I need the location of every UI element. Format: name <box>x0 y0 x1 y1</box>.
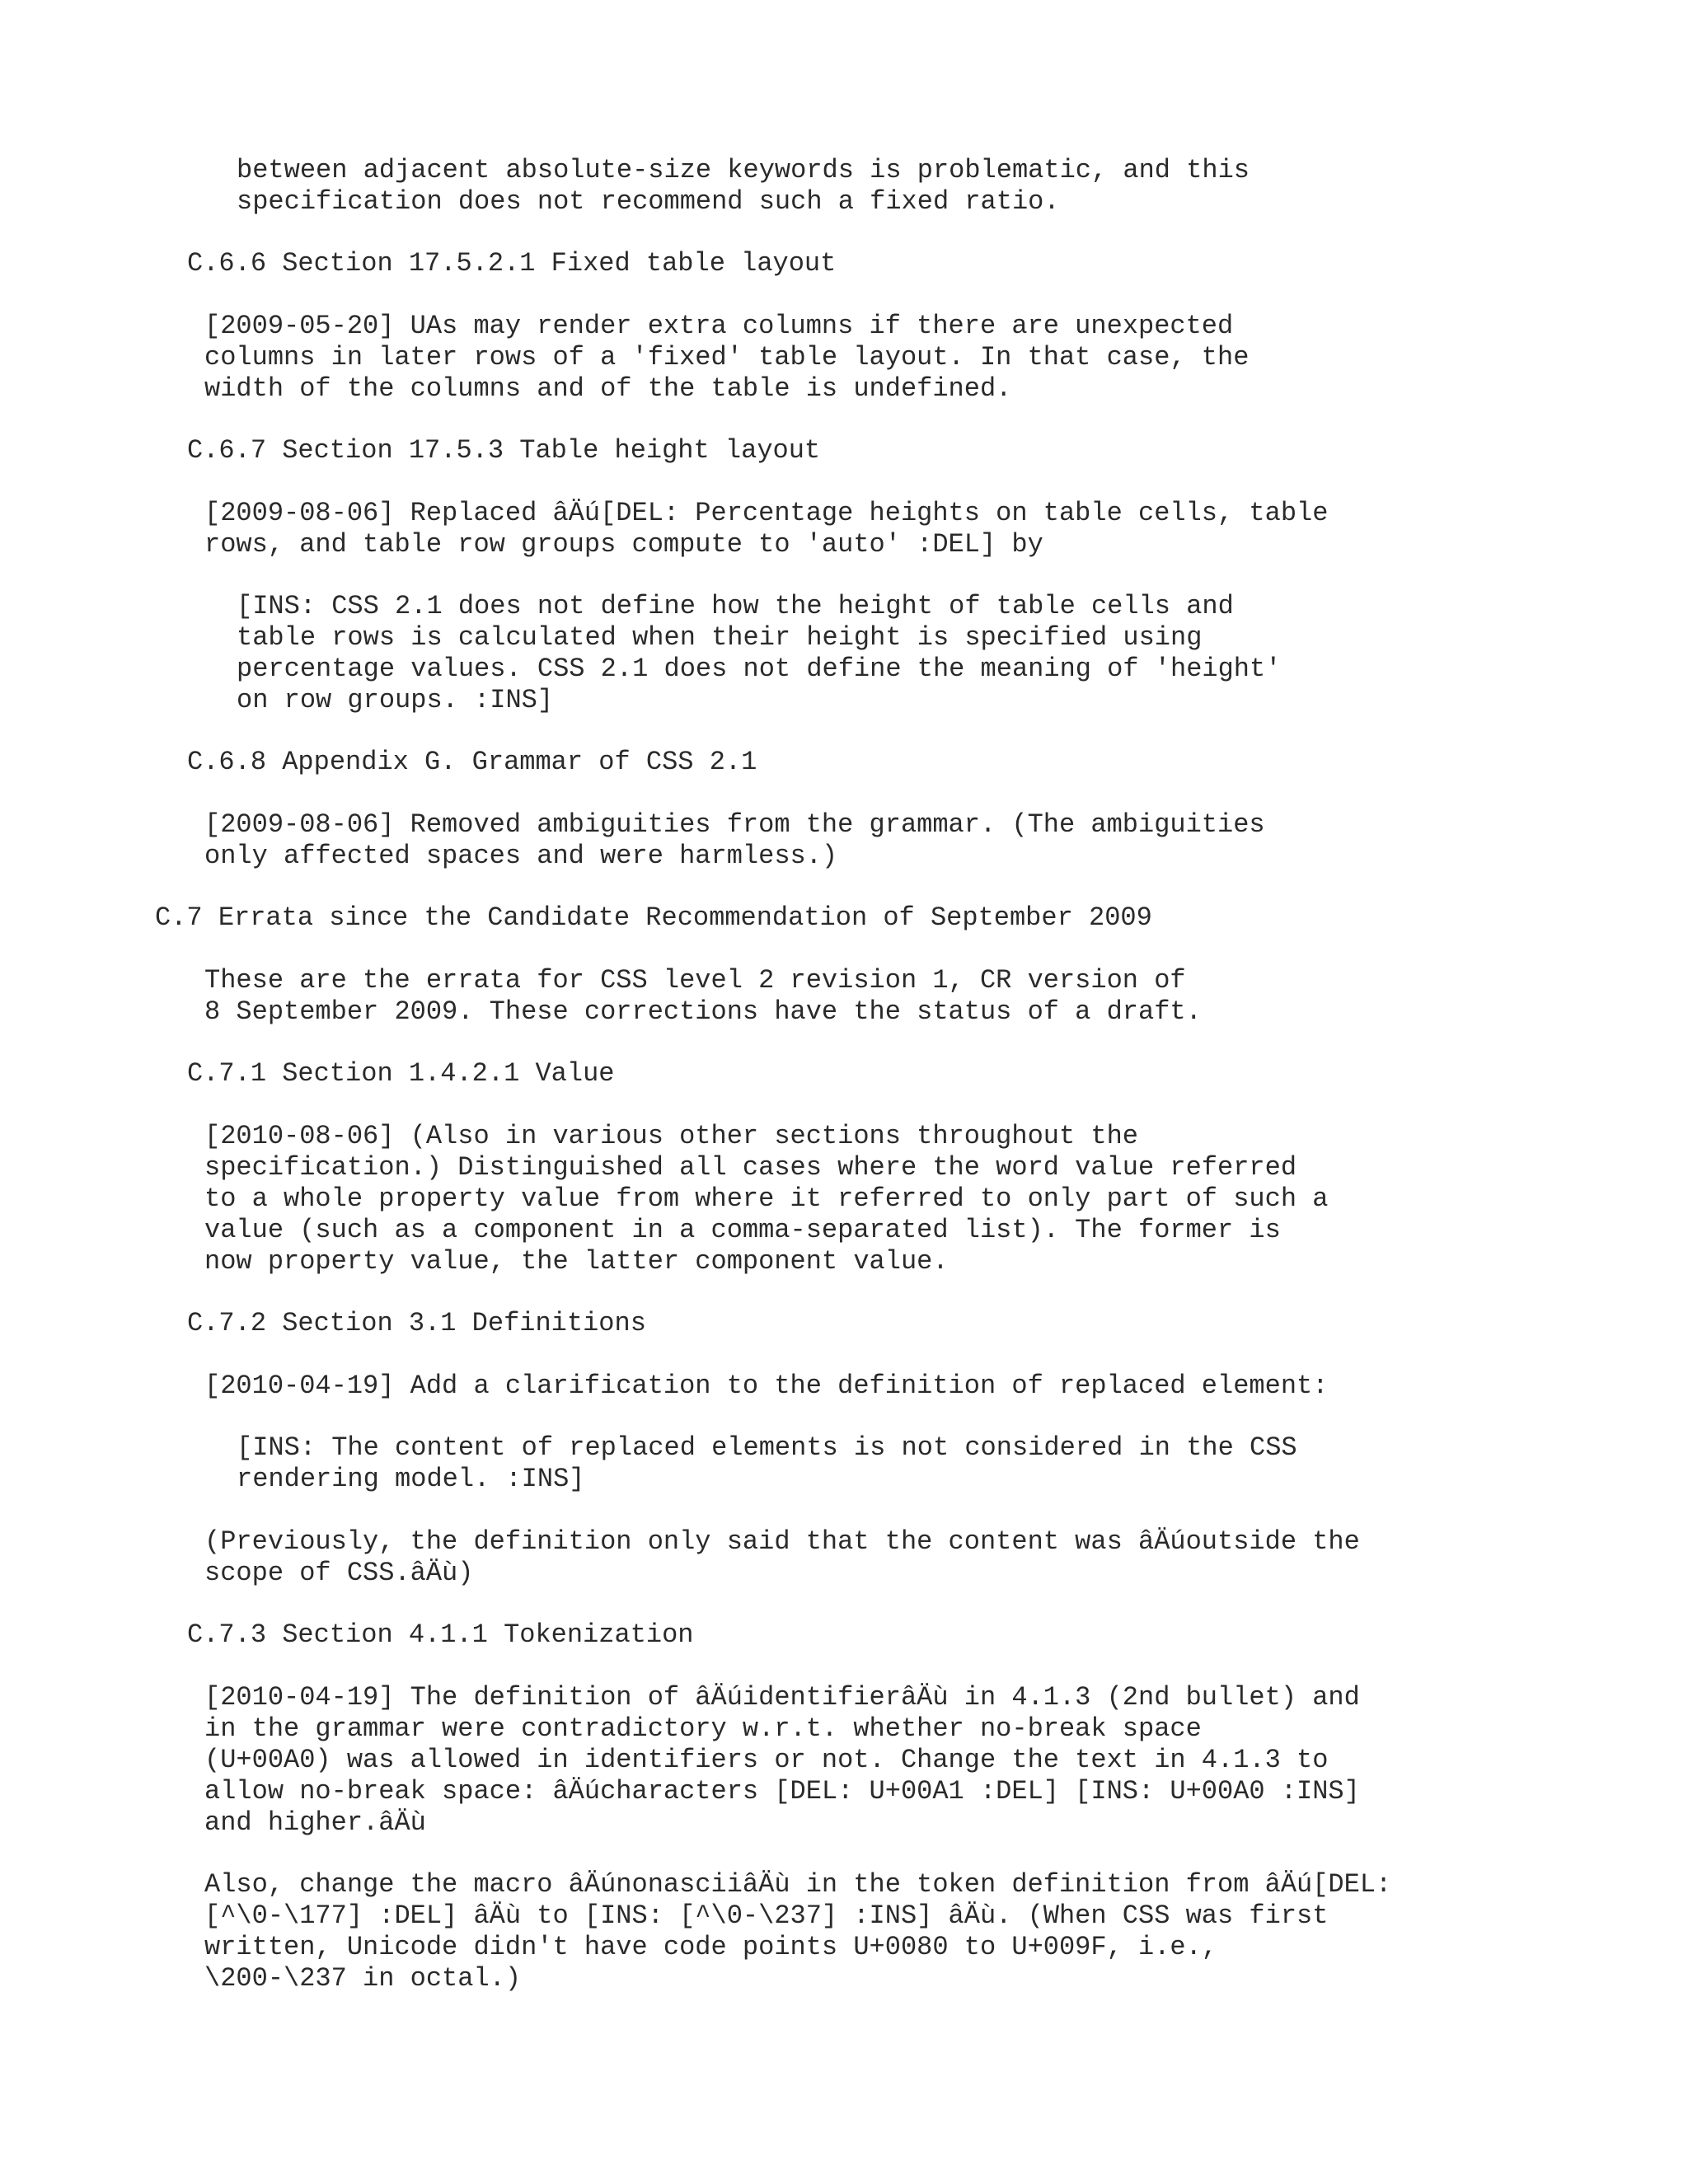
paragraph-line: (U+00A0) was allowed in identifiers or not. Change the text in 4.1.3 to <box>204 1745 1329 1775</box>
paragraph-line: to a whole property value from where it referred to only part of such a <box>204 1183 1329 1214</box>
inserted-text-line: table rows is calculated when their height is specified using <box>237 622 1203 653</box>
paragraph-line: [2010-04-19] The definition of âÄúidentifierâÄù in 4.1.3 (2nd bullet) and <box>204 1682 1360 1713</box>
paragraph-line: [2010-04-19] Add a clarification to the definition of replaced element: <box>204 1371 1329 1401</box>
paragraph-line: [2009-05-20] UAs may render extra columns if there are unexpected <box>204 311 1234 341</box>
chapter-heading: C.7 Errata since the Candidate Recommendation of September 2009 <box>155 902 1152 933</box>
inserted-text-line: rendering model. :INS] <box>237 1464 585 1494</box>
inserted-text-line: [INS: CSS 2.1 does not define how the height of table cells and <box>237 591 1234 621</box>
paragraph-line: width of the columns and of the table is undefined. <box>204 373 1012 404</box>
paragraph-line: [2010-08-06] (Also in various other sections throughout the <box>204 1121 1138 1151</box>
section-heading: C.7.3 Section 4.1.1 Tokenization <box>187 1619 694 1650</box>
section-heading: C.6.8 Appendix G. Grammar of CSS 2.1 <box>187 747 757 777</box>
paragraph-line: These are the errata for CSS level 2 revision 1, CR version of <box>204 965 1186 996</box>
paragraph-line: allow no-break space: âÄúcharacters [DEL: U+00A1 :DEL] [INS: U+00A0 :INS] <box>204 1776 1360 1807</box>
paragraph-line: [2009-08-06] Replaced âÄú[DEL: Percentage heights on table cells, table <box>204 498 1329 528</box>
section-heading: C.7.2 Section 3.1 Definitions <box>187 1308 646 1338</box>
paragraph-line: Also, change the macro âÄúnonasciiâÄù in the token definition from âÄú[DEL: <box>204 1869 1392 1900</box>
paragraph-line: 8 September 2009. These corrections have the status of a draft. <box>204 996 1202 1027</box>
paragraph-line: only affected spaces and were harmless.) <box>204 841 838 871</box>
paragraph-line: specification.) Distinguished all cases where the word value referred <box>204 1152 1297 1183</box>
inserted-text-line: [INS: The content of replaced elements is not considered in the CSS <box>237 1432 1297 1463</box>
paragraph-line: between adjacent absolute-size keywords is problematic, and this <box>237 155 1250 185</box>
paragraph-line: [2009-08-06] Removed ambiguities from the grammar. (The ambiguities <box>204 809 1265 840</box>
paragraph-line: specification does not recommend such a fixed ratio. <box>237 186 1060 217</box>
paragraph-line: \200-\237 in octal.) <box>204 1963 522 1994</box>
paragraph-line: scope of CSS.âÄù) <box>204 1558 474 1588</box>
paragraph-line: written, Unicode didn't have code points U+0080 to U+009F, i.e., <box>204 1932 1217 1962</box>
paragraph-line: now property value, the latter component value. <box>204 1246 949 1277</box>
paragraph-line: rows, and table row groups compute to 'auto' :DEL] by <box>204 529 1043 560</box>
paragraph-line: columns in later rows of a 'fixed' table layout. In that case, the <box>204 342 1250 373</box>
section-heading: C.7.1 Section 1.4.2.1 Value <box>187 1058 615 1089</box>
paragraph-line: value (such as a component in a comma-separated list). The former is <box>204 1215 1281 1245</box>
section-heading: C.6.6 Section 17.5.2.1 Fixed table layout <box>187 248 837 279</box>
inserted-text-line: percentage values. CSS 2.1 does not define the meaning of 'height' <box>237 654 1282 684</box>
inserted-text-line: on row groups. :INS] <box>237 685 554 715</box>
paragraph-line: and higher.âÄù <box>204 1807 426 1838</box>
paragraph-line: [^\0-\177] :DEL] âÄù to [INS: [^\0-\237] :INS] âÄù. (When CSS was first <box>204 1900 1329 1931</box>
paragraph-line: in the grammar were contradictory w.r.t. whether no-break space <box>204 1713 1202 1744</box>
paragraph-line: (Previously, the definition only said that the content was âÄúoutside the <box>204 1526 1360 1557</box>
section-heading: C.6.7 Section 17.5.3 Table height layout <box>187 435 821 466</box>
